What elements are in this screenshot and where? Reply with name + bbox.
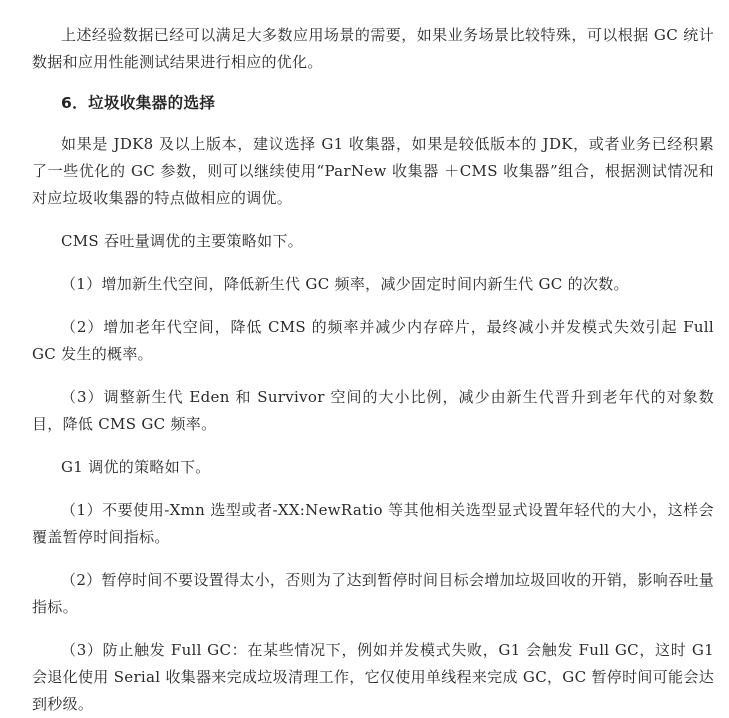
cms-intro-paragraph: CMS 吞吐量调优的主要策略如下。 xyxy=(61,232,303,250)
g1-item-3: （3）防止触发 Full GC：在某些情况下，例如并发模式失败，G1 会触发 Full GC，这时 G1 会退化使用 Serial 收集器来完成垃圾清理工作，它仅使用单线程来完成 GC，GC 暂停时间可能会达到秒级。 xyxy=(32,641,714,713)
cms-item-1: （1）增加新生代空间，降低新生代 GC 频率，减少固定时间内新生代 GC 的次数。 xyxy=(61,275,629,293)
recommendation-paragraph: 如果是 JDK8 及以上版本，建议选择 G1 收集器，如果是较低版本的 JDK，或者业务已经积累了一些优化的 GC 参数，则可以继续使用“ParNew 收集器 ＋CMS 收集器”组合，根据测试情况和对应垃圾收集器的特点做相应的调优。 xyxy=(32,135,714,207)
document-page xyxy=(32,22,714,718)
g1-item-2: （2）暂停时间不要设置得太小，否则为了达到暂停时间目标会增加垃圾回收的开销，影响吞吐量指标。 xyxy=(32,571,714,616)
cms-item-3: （3）调整新生代 Eden 和 Survivor 空间的大小比例，减少由新生代晋升到老年代的对象数目，降低 CMS GC 频率。 xyxy=(32,388,714,433)
section-heading: 6．垃圾收集器的选择 xyxy=(61,94,216,112)
g1-intro-paragraph: G1 调优的策略如下。 xyxy=(61,458,211,476)
intro-paragraph: 上述经验数据已经可以满足大多数应用场景的需要，如果业务场景比较特殊，可以根据 GC 统计数据和应用性能测试结果进行相应的优化。 xyxy=(32,26,714,71)
cms-item-2: （2）增加老年代空间，降低 CMS 的频率并减少内存碎片，最终减小并发模式失效引起 Full GC 发生的概率。 xyxy=(32,318,714,363)
g1-item-1: （1）不要使用-Xmn 选型或者-XX:NewRatio 等其他相关选型显式设置年轻代的大小，这样会覆盖暂停时间指标。 xyxy=(32,501,714,546)
